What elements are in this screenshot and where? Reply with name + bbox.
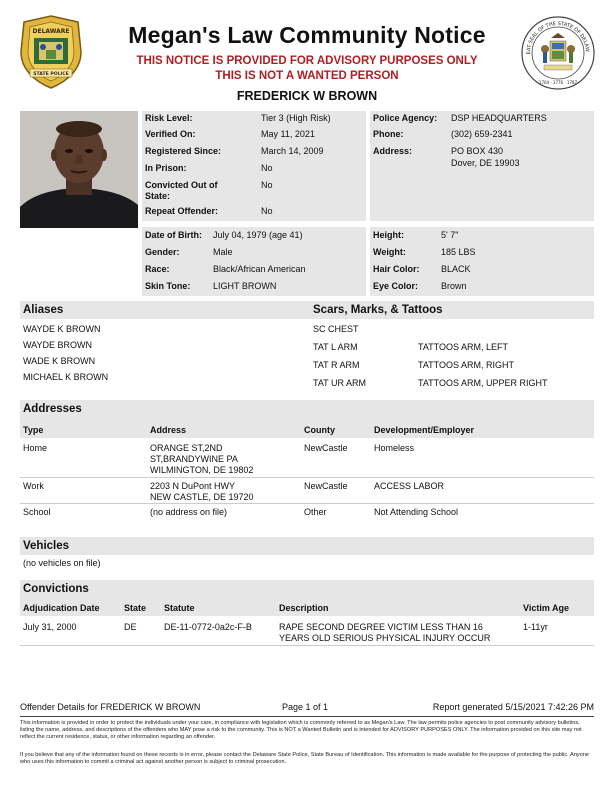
conviction-col-victim-age: Victim Age [523, 603, 570, 613]
gender-label: Gender: [145, 247, 180, 257]
weight-label: Weight: [373, 247, 406, 257]
address-line: NEW CASTLE, DE 19720 [150, 492, 254, 502]
scar-code: TAT L ARM [313, 342, 358, 352]
addresses-title: Addresses [23, 403, 82, 415]
risk-level-value: Tier 3 (High Risk) [261, 113, 331, 123]
row-divider [20, 645, 594, 646]
agency-address-line-1: PO BOX 430 [451, 146, 504, 156]
advisory-line-1: THIS NOTICE IS PROVIDED FOR ADVISORY PURPOSES ONLY [136, 55, 478, 67]
advisory-notice [92, 54, 522, 84]
scar-desc: TATTOOS ARM, RIGHT [418, 360, 515, 370]
address-dev: Homeless [374, 443, 415, 453]
alias-item: MICHAEL K BROWN [23, 372, 109, 382]
address-line: (no address on file) [150, 507, 228, 517]
convictions-title: Convictions [23, 583, 89, 595]
address-type: Work [23, 481, 44, 491]
badge-top-text: DELAWARE [32, 28, 70, 35]
address-line: 2203 N DuPont HWY [150, 481, 236, 491]
conviction-description-line-1: RAPE SECOND DEGREE VICTIM LESS THAN 16 [279, 622, 483, 632]
disclaimer-paragraph-1: This information is provided in order to protect the individuals under your care, in compliance with legislation which is commonly referred to as Megan's Law. The law permits police agencies to post community advisory bulletins, listing the name, address, and descriptions of the offenders who MAY pose a risk to the community. This is NOT a Wanted Bulletin and is intended for ADVISORY PURPOSES ONLY. The information provided on this site may not reflect the current residence, status, or other information regarding an offender. [20, 720, 582, 740]
badge-bottom-text: STATE POLICE [33, 72, 69, 77]
address-county: NewCastle [304, 481, 348, 491]
address-county: Other [304, 507, 327, 517]
scar-code: TAT UR ARM [313, 378, 367, 388]
advisory-line-2: THIS IS NOT A WANTED PERSON [215, 70, 399, 82]
agency-address-line-2: Dover, DE 19903 [451, 158, 520, 168]
dob-value: July 04, 1979 (age 41) [213, 230, 303, 240]
alias-item: WADE K BROWN [23, 356, 96, 366]
in-prison-value: No [261, 163, 273, 173]
address-dev: ACCESS LABOR [374, 481, 445, 491]
page-title: Megan's Law Community Notice [128, 22, 486, 48]
registered-since-value: March 14, 2009 [261, 146, 324, 156]
conviction-col-date: Adjudication Date [23, 603, 100, 613]
dob-label: Date of Birth: [145, 230, 202, 240]
weight-value: 185 LBS [441, 247, 476, 257]
scar-code: TAT R ARM [313, 360, 360, 370]
offender-photo-image [20, 111, 138, 228]
scar-desc: TATTOOS ARM, UPPER RIGHT [418, 378, 548, 388]
conviction-col-description: Description [279, 603, 329, 613]
police-agency-label: Police Agency: [373, 113, 438, 123]
vehicles-empty-text: (no vehicles on file) [23, 558, 101, 568]
height-label: Height: [373, 230, 404, 240]
gender-value: Male [213, 247, 233, 257]
scar-code: SC CHEST [313, 324, 359, 334]
skin-tone-value: LIGHT BROWN [213, 281, 277, 291]
conviction-date: July 31, 2000 [23, 622, 77, 632]
footer-report-generated: Report generated 5/15/2021 7:42:26 PM [432, 702, 594, 712]
alias-item: WAYDE BROWN [23, 340, 92, 350]
agency-address-label: Address: [373, 146, 413, 156]
scar-desc: TATTOOS ARM, LEFT [418, 342, 509, 352]
row-divider [20, 503, 594, 504]
address-dev: Not Attending School [374, 507, 459, 517]
conviction-statute: DE-11-0772-0a2c-F-B [164, 622, 252, 632]
phone-value: (302) 659-2341 [451, 129, 513, 139]
address-col-type: Type [23, 425, 44, 435]
eye-color-label: Eye Color: [373, 281, 419, 291]
repeat-offender-value: No [261, 206, 273, 216]
seal-years: 1704 · 1776 · 1787 [538, 80, 578, 85]
offender-photo [20, 111, 138, 228]
address-line: ST,BRANDYWINE PA [150, 454, 238, 464]
hair-color-label: Hair Color: [373, 264, 420, 274]
conviction-state: DE [124, 622, 137, 632]
footer-page-number: Page 1 of 1 [282, 702, 329, 712]
aliases-header-bar [20, 301, 594, 319]
race-label: Race: [145, 264, 170, 274]
eye-color-value: Brown [441, 281, 467, 291]
vehicles-header-bar [20, 537, 594, 555]
verified-on-label: Verified On: [145, 129, 196, 139]
offender-name: FREDERICK W BROWN [236, 89, 378, 103]
registered-since-label: Registered Since: [145, 146, 222, 156]
address-type: Home [23, 443, 48, 453]
repeat-offender-label: Repeat Offender: [145, 206, 219, 216]
vehicles-title: Vehicles [23, 540, 70, 552]
conviction-description-line-2: YEARS OLD SERIOUS PHYSICAL INJURY OCCUR [279, 633, 491, 643]
height-value: 5' 7" [441, 230, 459, 240]
conviction-col-state: State [124, 603, 147, 613]
scars-title: Scars, Marks, & Tattoos [313, 304, 443, 316]
in-prison-label: In Prison: [145, 163, 187, 173]
conviction-col-statute: Statute [164, 603, 195, 613]
hair-color-value: BLACK [441, 264, 471, 274]
verified-on-value: May 11, 2021 [261, 129, 315, 139]
address-line: ORANGE ST,2ND [150, 443, 223, 453]
footer-rule [20, 716, 594, 717]
risk-level-label: Risk Level: [145, 113, 193, 123]
state-police-badge [18, 14, 84, 90]
skin-tone-label: Skin Tone: [145, 281, 191, 291]
delaware-state-seal [521, 16, 595, 90]
footer-offender-details: Offender Details for FREDERICK W BROWN [20, 702, 201, 712]
alias-item: WAYDE K BROWN [23, 324, 101, 334]
address-col-address: Address [150, 425, 187, 435]
address-line: WILMINGTON, DE 19802 [150, 465, 254, 475]
disclaimer-paragraph-2: If you believe that any of the information found on these records is in error, please contact the Delaware State Police, State Bureau of Identification. This information is made available for the purpose of protecting the public. Anyone who uses this information to commit a criminal act against another person is subject to criminal prosecution. [20, 752, 589, 765]
race-value: Black/African American [213, 264, 306, 274]
police-agency-value: DSP HEADQUARTERS [451, 113, 547, 123]
seal-text: EAT SEAL OF THE STATE OF DELAW [525, 20, 591, 55]
phone-label: Phone: [373, 129, 404, 139]
address-col-dev: Development/Employer [374, 425, 475, 435]
convicted-out-of-state-value: No [261, 180, 273, 190]
address-county: NewCastle [304, 443, 348, 453]
address-type: School [23, 507, 51, 517]
conviction-victim-age: 1-11yr [523, 622, 548, 632]
convicted-out-of-state-label: Convicted Out of State: [145, 180, 218, 201]
aliases-title: Aliases [23, 304, 64, 316]
row-divider [20, 477, 594, 478]
address-col-county: County [304, 425, 335, 435]
